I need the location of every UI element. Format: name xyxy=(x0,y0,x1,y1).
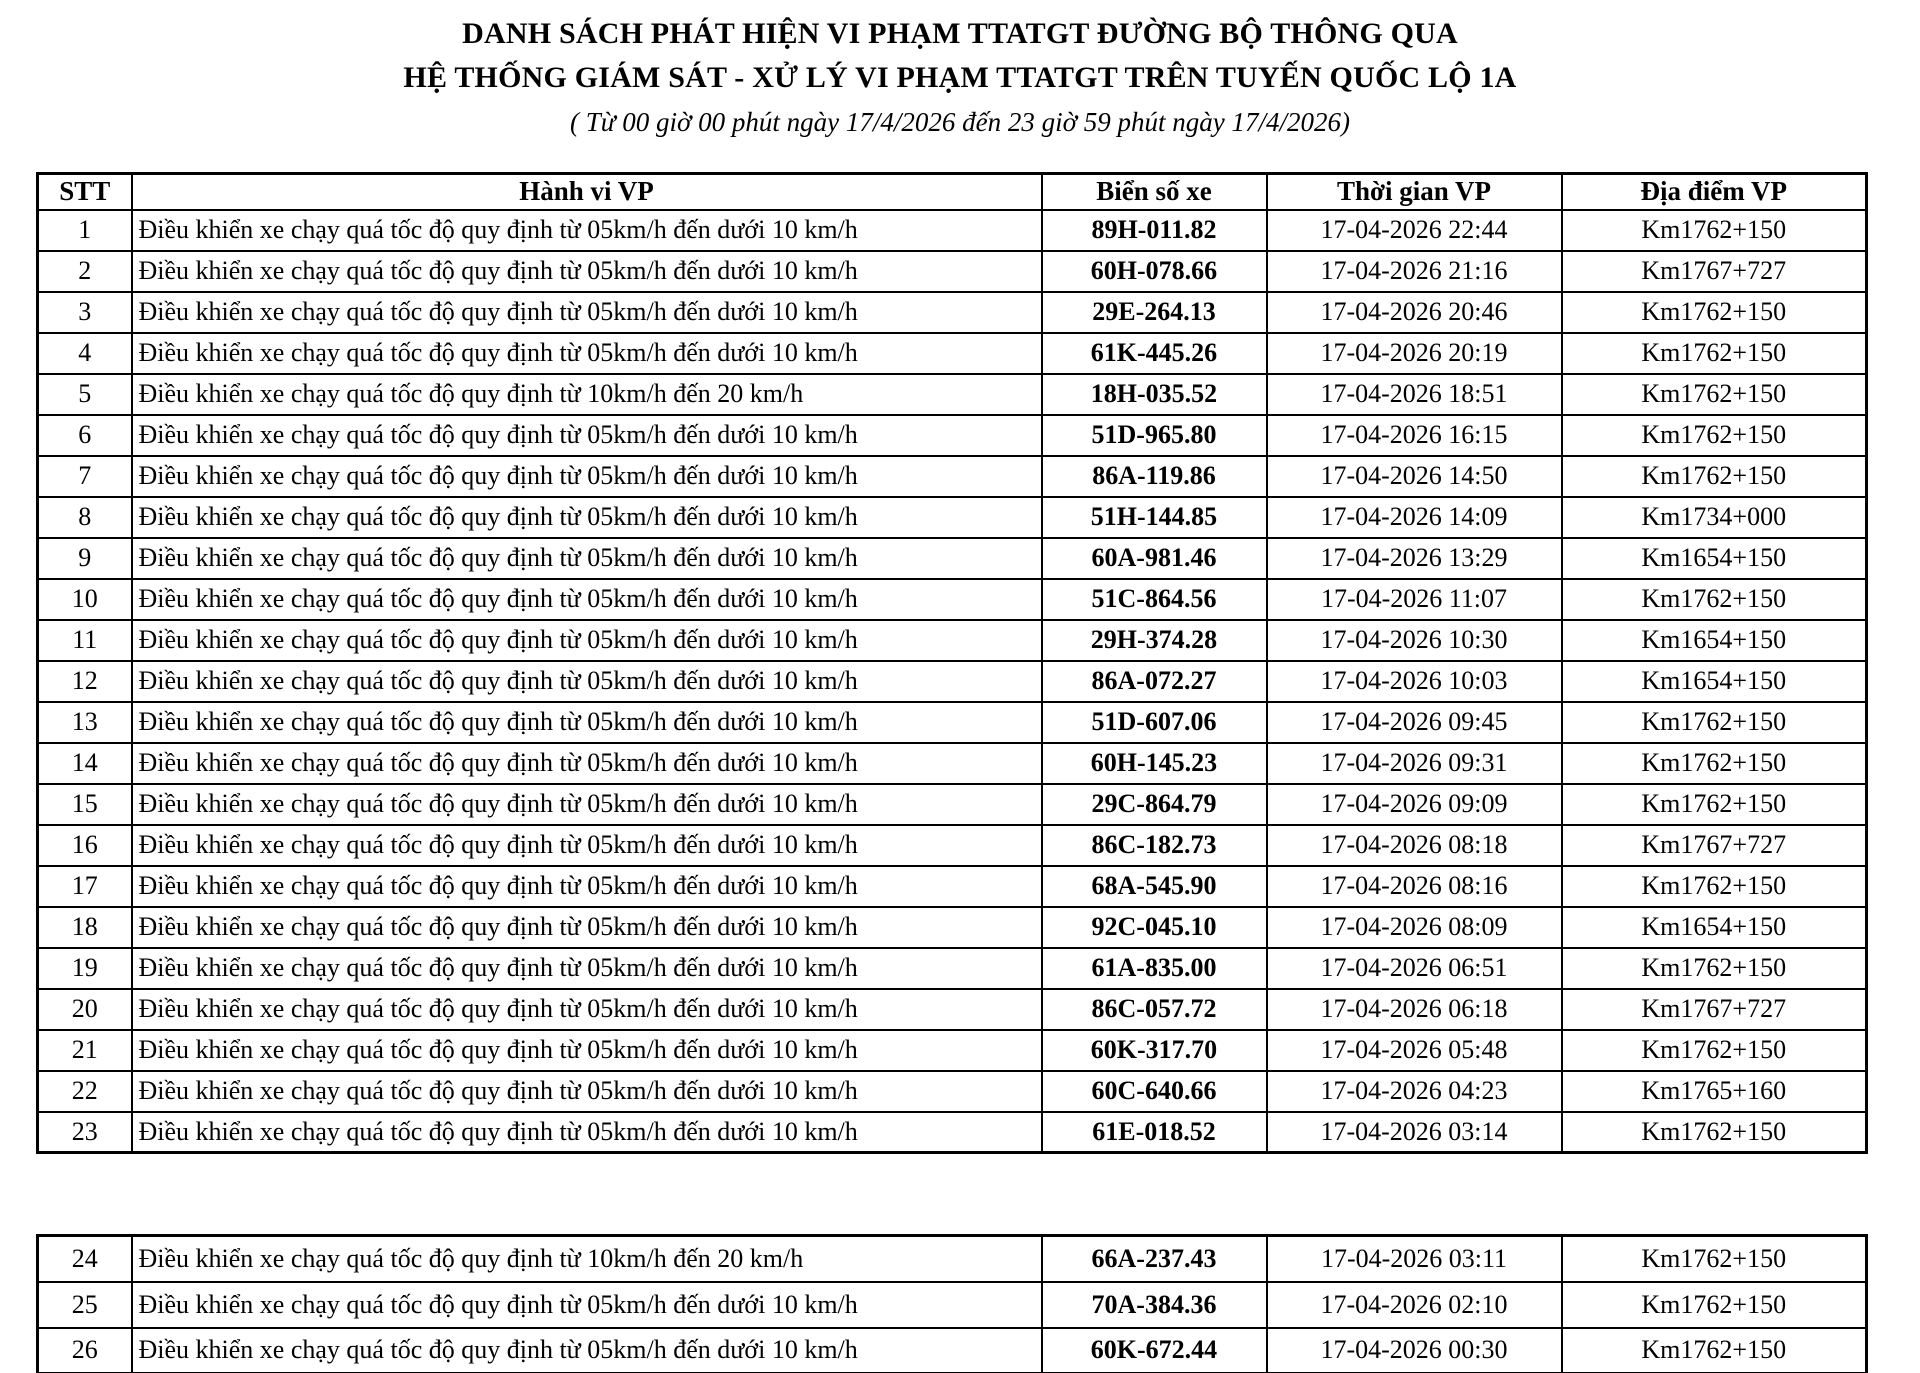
header-violation: Hành vi VP xyxy=(132,174,1042,210)
stt-cell: 18 xyxy=(38,907,132,948)
document-subtitle: ( Từ 00 giờ 00 phút ngày 17/4/2026 đến 23 giờ 59 phút ngày 17/4/2026) xyxy=(569,107,1350,137)
location-cell: Km1762+150 xyxy=(1562,743,1867,784)
location-cell: Km1762+150 xyxy=(1562,702,1867,743)
time-cell: 17-04-2026 08:09 xyxy=(1267,907,1562,948)
time-cell: 17-04-2026 10:30 xyxy=(1267,620,1562,661)
table-row xyxy=(38,1030,1867,1071)
plate-cell: 29C-864.79 xyxy=(1042,784,1267,825)
table-row xyxy=(38,1071,1867,1112)
violation-cell: Điều khiển xe chạy quá tốc độ quy định từ 05km/h đến dưới 10 km/h xyxy=(132,743,1042,784)
violations-table-body-main xyxy=(38,210,1867,1153)
stt-cell: 10 xyxy=(38,579,132,620)
location-cell: Km1762+150 xyxy=(1562,415,1867,456)
time-cell: 17-04-2026 09:45 xyxy=(1267,702,1562,743)
location-cell: Km1765+160 xyxy=(1562,1071,1867,1112)
plate-cell: 18H-035.52 xyxy=(1042,374,1267,415)
plate-cell: 51H-144.85 xyxy=(1042,497,1267,538)
header-location: Địa điểm VP xyxy=(1562,174,1867,210)
stt-cell: 5 xyxy=(38,374,132,415)
stt-cell: 22 xyxy=(38,1071,132,1112)
violation-cell: Điều khiển xe chạy quá tốc độ quy định từ 05km/h đến dưới 10 km/h xyxy=(132,292,1042,333)
violation-cell: Điều khiển xe chạy quá tốc độ quy định từ 05km/h đến dưới 10 km/h xyxy=(132,661,1042,702)
time-cell: 17-04-2026 14:09 xyxy=(1267,497,1562,538)
table-row xyxy=(38,497,1867,538)
location-cell: Km1654+150 xyxy=(1562,620,1867,661)
violation-cell: Điều khiển xe chạy quá tốc độ quy định từ 05km/h đến dưới 10 km/h xyxy=(132,1030,1042,1071)
document-title-line1: DANH SÁCH PHÁT HIỆN VI PHẠM TTATGT ĐƯỜNG BỘ THÔNG QUA xyxy=(462,17,1458,50)
location-cell: Km1762+150 xyxy=(1562,866,1867,907)
violations-table-main xyxy=(36,172,1868,1154)
document-header xyxy=(0,12,1920,142)
plate-cell: 60H-145.23 xyxy=(1042,743,1267,784)
time-cell: 17-04-2026 08:16 xyxy=(1267,866,1562,907)
location-cell: Km1762+150 xyxy=(1562,210,1867,251)
time-cell: 17-04-2026 03:11 xyxy=(1267,1236,1562,1282)
time-cell: 17-04-2026 06:51 xyxy=(1267,948,1562,989)
table-row xyxy=(38,1328,1867,1373)
plate-cell: 86C-057.72 xyxy=(1042,989,1267,1030)
header-time: Thời gian VP xyxy=(1267,174,1562,210)
location-cell: Km1654+150 xyxy=(1562,907,1867,948)
table-row xyxy=(38,907,1867,948)
stt-cell: 2 xyxy=(38,251,132,292)
stt-cell: 1 xyxy=(38,210,132,251)
plate-cell: 60K-317.70 xyxy=(1042,1030,1267,1071)
location-cell: Km1762+150 xyxy=(1562,456,1867,497)
violation-cell: Điều khiển xe chạy quá tốc độ quy định từ 05km/h đến dưới 10 km/h xyxy=(132,210,1042,251)
violation-cell: Điều khiển xe chạy quá tốc độ quy định từ 05km/h đến dưới 10 km/h xyxy=(132,251,1042,292)
table-row xyxy=(38,661,1867,702)
time-cell: 17-04-2026 02:10 xyxy=(1267,1282,1562,1328)
time-cell: 17-04-2026 11:07 xyxy=(1267,579,1562,620)
table-header-row xyxy=(38,174,1867,210)
table-row xyxy=(38,1282,1867,1328)
header-plate: Biển số xe xyxy=(1042,174,1267,210)
stt-cell: 13 xyxy=(38,702,132,743)
violation-cell: Điều khiển xe chạy quá tốc độ quy định từ 05km/h đến dưới 10 km/h xyxy=(132,333,1042,374)
location-cell: Km1762+150 xyxy=(1562,1236,1867,1282)
stt-cell: 20 xyxy=(38,989,132,1030)
stt-cell: 19 xyxy=(38,948,132,989)
stt-cell: 11 xyxy=(38,620,132,661)
table-row xyxy=(38,333,1867,374)
table-row xyxy=(38,866,1867,907)
table-row xyxy=(38,702,1867,743)
violations-table-continued xyxy=(36,1234,1868,1373)
header-stt: STT xyxy=(38,174,132,210)
plate-cell: 86A-072.27 xyxy=(1042,661,1267,702)
plate-cell: 92C-045.10 xyxy=(1042,907,1267,948)
time-cell: 17-04-2026 13:29 xyxy=(1267,538,1562,579)
time-cell: 17-04-2026 14:50 xyxy=(1267,456,1562,497)
table-row xyxy=(38,620,1867,661)
stt-cell: 9 xyxy=(38,538,132,579)
time-cell: 17-04-2026 09:31 xyxy=(1267,743,1562,784)
stt-cell: 12 xyxy=(38,661,132,702)
table-row xyxy=(38,825,1867,866)
plate-cell: 60K-672.44 xyxy=(1042,1328,1267,1373)
stt-cell: 25 xyxy=(38,1282,132,1328)
plate-cell: 51D-965.80 xyxy=(1042,415,1267,456)
violation-cell: Điều khiển xe chạy quá tốc độ quy định từ 05km/h đến dưới 10 km/h xyxy=(132,620,1042,661)
plate-cell: 86C-182.73 xyxy=(1042,825,1267,866)
stt-cell: 26 xyxy=(38,1328,132,1373)
table-row xyxy=(38,251,1867,292)
plate-cell: 29E-264.13 xyxy=(1042,292,1267,333)
tables-container xyxy=(36,172,1865,1373)
violation-cell: Điều khiển xe chạy quá tốc độ quy định từ 05km/h đến dưới 10 km/h xyxy=(132,538,1042,579)
violation-cell: Điều khiển xe chạy quá tốc độ quy định từ 05km/h đến dưới 10 km/h xyxy=(132,948,1042,989)
plate-cell: 61K-445.26 xyxy=(1042,333,1267,374)
table-row xyxy=(38,989,1867,1030)
location-cell: Km1767+727 xyxy=(1562,989,1867,1030)
stt-cell: 4 xyxy=(38,333,132,374)
stt-cell: 6 xyxy=(38,415,132,456)
time-cell: 17-04-2026 03:14 xyxy=(1267,1112,1562,1153)
violation-cell: Điều khiển xe chạy quá tốc độ quy định từ 05km/h đến dưới 10 km/h xyxy=(132,866,1042,907)
plate-cell: 60A-981.46 xyxy=(1042,538,1267,579)
time-cell: 17-04-2026 21:16 xyxy=(1267,251,1562,292)
location-cell: Km1762+150 xyxy=(1562,1328,1867,1373)
time-cell: 17-04-2026 22:44 xyxy=(1267,210,1562,251)
time-cell: 17-04-2026 18:51 xyxy=(1267,374,1562,415)
stt-cell: 15 xyxy=(38,784,132,825)
table-row xyxy=(38,948,1867,989)
time-cell: 17-04-2026 10:03 xyxy=(1267,661,1562,702)
violation-cell: Điều khiển xe chạy quá tốc độ quy định từ 05km/h đến dưới 10 km/h xyxy=(132,702,1042,743)
stt-cell: 21 xyxy=(38,1030,132,1071)
plate-cell: 60H-078.66 xyxy=(1042,251,1267,292)
table-row xyxy=(38,456,1867,497)
violation-cell: Điều khiển xe chạy quá tốc độ quy định từ 05km/h đến dưới 10 km/h xyxy=(132,825,1042,866)
violation-cell: Điều khiển xe chạy quá tốc độ quy định từ 05km/h đến dưới 10 km/h xyxy=(132,907,1042,948)
plate-cell: 89H-011.82 xyxy=(1042,210,1267,251)
location-cell: Km1654+150 xyxy=(1562,661,1867,702)
stt-cell: 7 xyxy=(38,456,132,497)
time-cell: 17-04-2026 20:19 xyxy=(1267,333,1562,374)
plate-cell: 61A-835.00 xyxy=(1042,948,1267,989)
location-cell: Km1654+150 xyxy=(1562,538,1867,579)
time-cell: 17-04-2026 09:09 xyxy=(1267,784,1562,825)
table-row xyxy=(38,784,1867,825)
stt-cell: 17 xyxy=(38,866,132,907)
location-cell: Km1767+727 xyxy=(1562,251,1867,292)
plate-cell: 29H-374.28 xyxy=(1042,620,1267,661)
location-cell: Km1762+150 xyxy=(1562,1112,1867,1153)
plate-cell: 68A-545.90 xyxy=(1042,866,1267,907)
location-cell: Km1734+000 xyxy=(1562,497,1867,538)
stt-cell: 23 xyxy=(38,1112,132,1153)
location-cell: Km1762+150 xyxy=(1562,333,1867,374)
plate-cell: 86A-119.86 xyxy=(1042,456,1267,497)
violation-cell: Điều khiển xe chạy quá tốc độ quy định từ 10km/h đến 20 km/h xyxy=(132,374,1042,415)
time-cell: 17-04-2026 08:18 xyxy=(1267,825,1562,866)
table-row xyxy=(38,743,1867,784)
time-cell: 17-04-2026 06:18 xyxy=(1267,989,1562,1030)
violation-cell: Điều khiển xe chạy quá tốc độ quy định từ 05km/h đến dưới 10 km/h xyxy=(132,989,1042,1030)
plate-cell: 61E-018.52 xyxy=(1042,1112,1267,1153)
violation-cell: Điều khiển xe chạy quá tốc độ quy định từ 05km/h đến dưới 10 km/h xyxy=(132,1112,1042,1153)
stt-cell: 16 xyxy=(38,825,132,866)
plate-cell: 51C-864.56 xyxy=(1042,579,1267,620)
location-cell: Km1762+150 xyxy=(1562,1282,1867,1328)
time-cell: 17-04-2026 05:48 xyxy=(1267,1030,1562,1071)
stt-cell: 8 xyxy=(38,497,132,538)
violations-table-body-continued xyxy=(38,1236,1867,1373)
time-cell: 17-04-2026 16:15 xyxy=(1267,415,1562,456)
table-row xyxy=(38,415,1867,456)
table-row xyxy=(38,579,1867,620)
time-cell: 17-04-2026 04:23 xyxy=(1267,1071,1562,1112)
table-row xyxy=(38,210,1867,251)
table-row xyxy=(38,538,1867,579)
stt-cell: 24 xyxy=(38,1236,132,1282)
violation-cell: Điều khiển xe chạy quá tốc độ quy định từ 05km/h đến dưới 10 km/h xyxy=(132,579,1042,620)
location-cell: Km1767+727 xyxy=(1562,825,1867,866)
violation-cell: Điều khiển xe chạy quá tốc độ quy định từ 05km/h đến dưới 10 km/h xyxy=(132,1282,1042,1328)
location-cell: Km1762+150 xyxy=(1562,784,1867,825)
violation-cell: Điều khiển xe chạy quá tốc độ quy định từ 05km/h đến dưới 10 km/h xyxy=(132,497,1042,538)
table-row xyxy=(38,292,1867,333)
plate-cell: 70A-384.36 xyxy=(1042,1282,1267,1328)
table-row xyxy=(38,374,1867,415)
location-cell: Km1762+150 xyxy=(1562,292,1867,333)
location-cell: Km1762+150 xyxy=(1562,374,1867,415)
location-cell: Km1762+150 xyxy=(1562,579,1867,620)
location-cell: Km1762+150 xyxy=(1562,948,1867,989)
violation-cell: Điều khiển xe chạy quá tốc độ quy định từ 05km/h đến dưới 10 km/h xyxy=(132,1328,1042,1373)
document-title-line2: HỆ THỐNG GIÁM SÁT - XỬ LÝ VI PHẠM TTATGT TRÊN TUYẾN QUỐC LỘ 1A xyxy=(403,60,1517,94)
violation-cell: Điều khiển xe chạy quá tốc độ quy định từ 05km/h đến dưới 10 km/h xyxy=(132,415,1042,456)
plate-cell: 60C-640.66 xyxy=(1042,1071,1267,1112)
plate-cell: 51D-607.06 xyxy=(1042,702,1267,743)
violation-cell: Điều khiển xe chạy quá tốc độ quy định từ 05km/h đến dưới 10 km/h xyxy=(132,1071,1042,1112)
table-row xyxy=(38,1112,1867,1153)
plate-cell: 66A-237.43 xyxy=(1042,1236,1267,1282)
violation-cell: Điều khiển xe chạy quá tốc độ quy định từ 10km/h đến 20 km/h xyxy=(132,1236,1042,1282)
table-header-row-group xyxy=(38,174,1867,210)
violation-cell: Điều khiển xe chạy quá tốc độ quy định từ 05km/h đến dưới 10 km/h xyxy=(132,456,1042,497)
table-row xyxy=(38,1236,1867,1282)
stt-cell: 3 xyxy=(38,292,132,333)
time-cell: 17-04-2026 20:46 xyxy=(1267,292,1562,333)
time-cell: 17-04-2026 00:30 xyxy=(1267,1328,1562,1373)
violation-cell: Điều khiển xe chạy quá tốc độ quy định từ 05km/h đến dưới 10 km/h xyxy=(132,784,1042,825)
stt-cell: 14 xyxy=(38,743,132,784)
location-cell: Km1762+150 xyxy=(1562,1030,1867,1071)
